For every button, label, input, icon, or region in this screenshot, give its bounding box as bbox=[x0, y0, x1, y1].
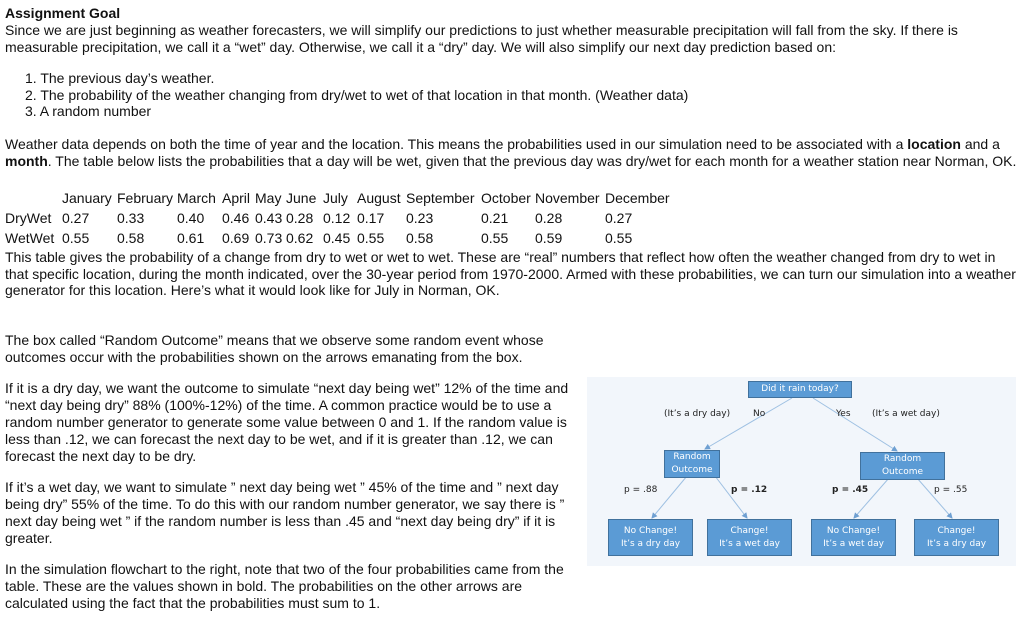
table-cell: 0.21 bbox=[481, 210, 509, 226]
list-item: 1. The previous day’s weather. bbox=[25, 70, 215, 86]
did-it-rain-box bbox=[748, 381, 852, 398]
table-explanation-paragraph: This table gives the probability of a change from dry to wet or wet to wet. These are “real” numbers that reflect how often the weather changed from dry to wet in that specific location, during the month indicated, over the 30-year period from 1970-2000. Armed with these probabilities, we can turn our simulation into a weather generator for this location. Here’s what it would look like for July in Norman, OK. bbox=[5, 249, 1016, 298]
arrow-p88 bbox=[652, 476, 687, 518]
row-label: DryWet bbox=[5, 210, 52, 226]
paragraph-text: Weather data depends on both the time of year and the location. This means the probabilities used in our simulation need to be associated with a bbox=[5, 136, 908, 152]
box-label: It’s a wet day bbox=[823, 538, 884, 549]
outcome-change-wet-box bbox=[707, 519, 792, 556]
arrow-yes bbox=[813, 398, 897, 451]
box-label: Outcome bbox=[881, 467, 924, 477]
table-cell: 0.33 bbox=[117, 210, 145, 226]
box-label: Outcome bbox=[671, 465, 713, 475]
month-header: July bbox=[323, 190, 348, 206]
month-header: September bbox=[406, 190, 475, 206]
table-cell: 0.17 bbox=[357, 210, 385, 226]
probability-label: p = .55 bbox=[934, 485, 968, 495]
table-cell: 0.45 bbox=[323, 230, 351, 246]
table-corner bbox=[5, 188, 62, 208]
month-header: October bbox=[481, 190, 531, 206]
month-header: April bbox=[222, 190, 251, 206]
box-label: It’s a dry day bbox=[620, 538, 681, 549]
table-cell: 0.27 bbox=[605, 210, 633, 226]
intro-paragraph: Since we are just beginning as weather forecasters, we will simplify our predictions to just whether measurable precipitation will fall from the sky. If there is measurable precipitation, we call it a “wet” day. Otherwise, we call it a “dry” day. We will also simplify our next day prediction based on: bbox=[5, 22, 958, 55]
paragraph-text: and a bbox=[960, 136, 1000, 152]
random-outcome-right-box bbox=[860, 452, 945, 480]
box-label: Did it rain today? bbox=[761, 384, 839, 394]
month-header: May bbox=[255, 190, 282, 206]
no-label: No bbox=[753, 409, 766, 419]
box-label: Random bbox=[673, 452, 711, 462]
table-cell: 0.73 bbox=[255, 230, 283, 246]
arrow-p55 bbox=[917, 478, 952, 518]
probability-label: p = .88 bbox=[624, 485, 658, 495]
table-cell: 0.40 bbox=[177, 210, 205, 226]
table-row bbox=[5, 228, 670, 248]
random-outcome-paragraph: The box called “Random Outcome” means that we observe some random event whose outcomes occur with the probabilities shown on the arrows emanating from the box. bbox=[5, 332, 544, 365]
table-cell: 0.43 bbox=[255, 210, 283, 226]
box-label: No Change! bbox=[826, 525, 881, 536]
month-header: February bbox=[117, 190, 174, 206]
bold-month: month bbox=[5, 152, 48, 169]
row-label: WetWet bbox=[5, 230, 55, 246]
prediction-factors-list bbox=[25, 70, 688, 120]
outcome-no-change-dry-box bbox=[608, 519, 693, 556]
table-cell: 0.58 bbox=[117, 230, 145, 246]
table-cell: 0.55 bbox=[62, 230, 90, 246]
flowchart-note-paragraph: In the simulation flowchart to the right, note that two of the four probabilities came from the table. These are the values shown in bold. The probabilities on the other arrows are calculated using the fact that the probabilities must sum to 1. bbox=[5, 561, 564, 611]
dry-day-label: (It’s a dry day) bbox=[664, 409, 731, 419]
month-header: March bbox=[177, 190, 216, 206]
table-cell: 0.46 bbox=[222, 210, 250, 226]
table-cell: 0.28 bbox=[286, 210, 314, 226]
probability-label-bold: p = .12 bbox=[731, 485, 768, 495]
table-row bbox=[5, 208, 670, 228]
bold-location: location bbox=[907, 136, 961, 152]
dry-day-paragraph: If it is a dry day, we want the outcome to simulate “next day being wet” 12% of the time and “next day being dry” 88% (100%-12%) of the time. A common practice would be to use a random number generator to generate some value between 0 and 1. If the random value is less than .12, we can forecast the next day to be wet, and if it is greater than .12, we can forecast the next day to be dry. bbox=[5, 380, 569, 464]
box-label: Change! bbox=[730, 525, 769, 536]
probability-table bbox=[5, 188, 670, 248]
month-header: August bbox=[357, 190, 401, 206]
wet-day-label: (It’s a wet day) bbox=[872, 409, 940, 419]
outcome-no-change-wet-box bbox=[811, 519, 896, 556]
box-label: It’s a wet day bbox=[719, 538, 780, 549]
table-cell: 0.28 bbox=[535, 210, 563, 226]
list-item: 3. A random number bbox=[25, 103, 152, 119]
month-header: December bbox=[605, 190, 670, 206]
table-header-row bbox=[5, 188, 670, 208]
table-cell: 0.62 bbox=[286, 230, 314, 246]
table-cell: 0.55 bbox=[357, 230, 385, 246]
table-cell: 0.23 bbox=[406, 210, 434, 226]
box-label: It’s a dry day bbox=[926, 538, 987, 549]
table-cell: 0.59 bbox=[535, 230, 563, 246]
table-cell: 0.27 bbox=[62, 210, 90, 226]
box-label: No Change! bbox=[623, 525, 678, 536]
wet-day-paragraph: If it’s a wet day, we want to simulate ” next day being wet ” 45% of the time and ” next day being dry” 55% of the time. To do this with our random number generator, we say there is ” next day being wet ” if the random number is less than .45 and “next day being dry” if it is greater. bbox=[5, 479, 565, 546]
box-label: Random bbox=[883, 454, 922, 464]
weather-data-paragraph bbox=[5, 136, 1017, 169]
random-outcome-left-box bbox=[664, 450, 720, 478]
list-item: 2. The probability of the weather changing from dry/wet to wet of that location in that month. (Weather data) bbox=[25, 86, 689, 103]
table-cell: 0.69 bbox=[222, 230, 250, 246]
paragraph-text: . The table below lists the probabilities that a day will be wet, given that the previous day was dry/wet for each month for a weather station near Norman, OK. bbox=[47, 152, 1017, 169]
table-cell: 0.58 bbox=[406, 230, 434, 246]
arrow-p45 bbox=[854, 478, 889, 518]
month-header: June bbox=[286, 190, 317, 206]
table-cell: 0.55 bbox=[481, 230, 509, 246]
outcome-change-dry-box bbox=[914, 519, 999, 556]
box-label: Change! bbox=[937, 525, 976, 536]
arrow-no bbox=[705, 398, 792, 449]
probability-label-bold: p = .45 bbox=[832, 485, 869, 495]
weather-flowchart bbox=[587, 377, 1016, 566]
table-cell: 0.61 bbox=[177, 230, 205, 246]
table-cell: 0.12 bbox=[323, 210, 351, 226]
month-header: January bbox=[62, 190, 112, 206]
arrow-p12 bbox=[715, 476, 747, 518]
month-header: November bbox=[535, 190, 600, 206]
assignment-heading: Assignment Goal bbox=[5, 5, 121, 21]
yes-label: Yes bbox=[836, 409, 851, 419]
table-cell: 0.55 bbox=[605, 230, 633, 246]
